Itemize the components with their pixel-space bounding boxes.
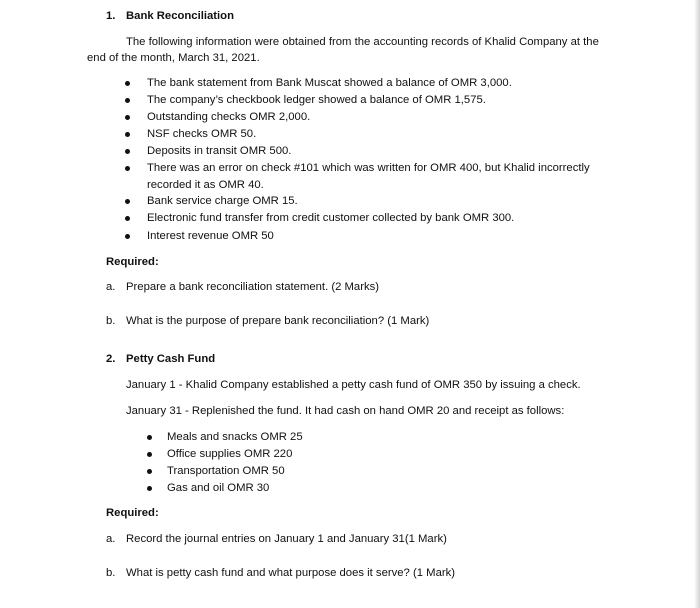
section1-required-label: Required: <box>106 256 159 268</box>
section2-req-b-text: What is petty cash fund and what purpose does it serve? (1 Mark) <box>126 567 456 579</box>
page-edge-shadow <box>694 0 700 608</box>
bullet-dot <box>125 166 130 171</box>
section1-req-a-marker: a. <box>106 281 116 293</box>
section2-req-a-marker: a. <box>106 533 116 545</box>
section1-req-a-text: Prepare a bank reconciliation statement. (2 Marks) <box>126 281 380 293</box>
section1-bullet-5: Deposits in transit OMR 500. <box>147 145 292 157</box>
section1-intro-line2: end of the month, March 31, 2021. <box>87 52 260 64</box>
section2-jan31: January 31 - Replenished the fund. It had cash on hand OMR 20 and receipt as follows: <box>126 405 565 417</box>
bullet-dot <box>125 81 130 86</box>
bullet-dot <box>125 216 130 221</box>
section2-title: Petty Cash Fund <box>126 353 216 365</box>
bullet-dot <box>125 234 130 239</box>
section1-bullet-9: Interest revenue OMR 50 <box>147 230 274 242</box>
bullet-dot <box>125 199 130 204</box>
section2-jan1: January 1 - Khalid Company established a petty cash fund of OMR 350 by issuing a check. <box>126 379 581 391</box>
bullet-dot <box>147 452 152 457</box>
section1-bullet-6: There was an error on check #101 which was written for OMR 400, but Khalid incorrectly <box>147 162 590 174</box>
section1-req-b-marker: b. <box>106 315 116 327</box>
bullet-dot <box>125 115 130 120</box>
section1-bullet-4: NSF checks OMR 50. <box>147 128 257 140</box>
section2-number: 2. <box>106 353 116 365</box>
section2-bullet-3: Transportation OMR 50 <box>167 465 285 477</box>
section2-req-b-marker: b. <box>106 567 116 579</box>
section1-bullet-8: Electronic fund transfer from credit customer collected by bank OMR 300. <box>147 212 515 224</box>
section2-bullet-1: Meals and snacks OMR 25 <box>167 431 303 443</box>
section1-bullet-1: The bank statement from Bank Muscat showed a balance of OMR 3,000. <box>147 77 512 89</box>
section1-bullet-6-continued: recorded it as OMR 40. <box>147 179 264 191</box>
section2-bullet-2: Office supplies OMR 220 <box>167 448 293 460</box>
section1-number: 1. <box>106 10 116 22</box>
bullet-dot <box>125 132 130 137</box>
section1-bullet-7: Bank service charge OMR 15. <box>147 195 298 207</box>
bullet-dot <box>147 486 152 491</box>
bullet-dot <box>125 98 130 103</box>
section1-bullet-3: Outstanding checks OMR 2,000. <box>147 111 311 123</box>
section2-req-a-text: Record the journal entries on January 1 and January 31(1 Mark) <box>126 533 447 545</box>
section1-bullet-2: The company’s checkbook ledger showed a balance of OMR 1,575. <box>147 94 486 106</box>
section2-required-label: Required: <box>106 507 159 519</box>
section1-title: Bank Reconciliation <box>126 10 234 22</box>
section1-req-b-text: What is the purpose of prepare bank reconciliation? (1 Mark) <box>126 315 430 327</box>
section2-bullet-4: Gas and oil OMR 30 <box>167 482 270 494</box>
section1-intro-line1: The following information were obtained from the accounting records of Khalid Company at the <box>126 36 599 48</box>
bullet-dot <box>147 469 152 474</box>
bullet-dot <box>147 435 152 440</box>
bullet-dot <box>125 149 130 154</box>
